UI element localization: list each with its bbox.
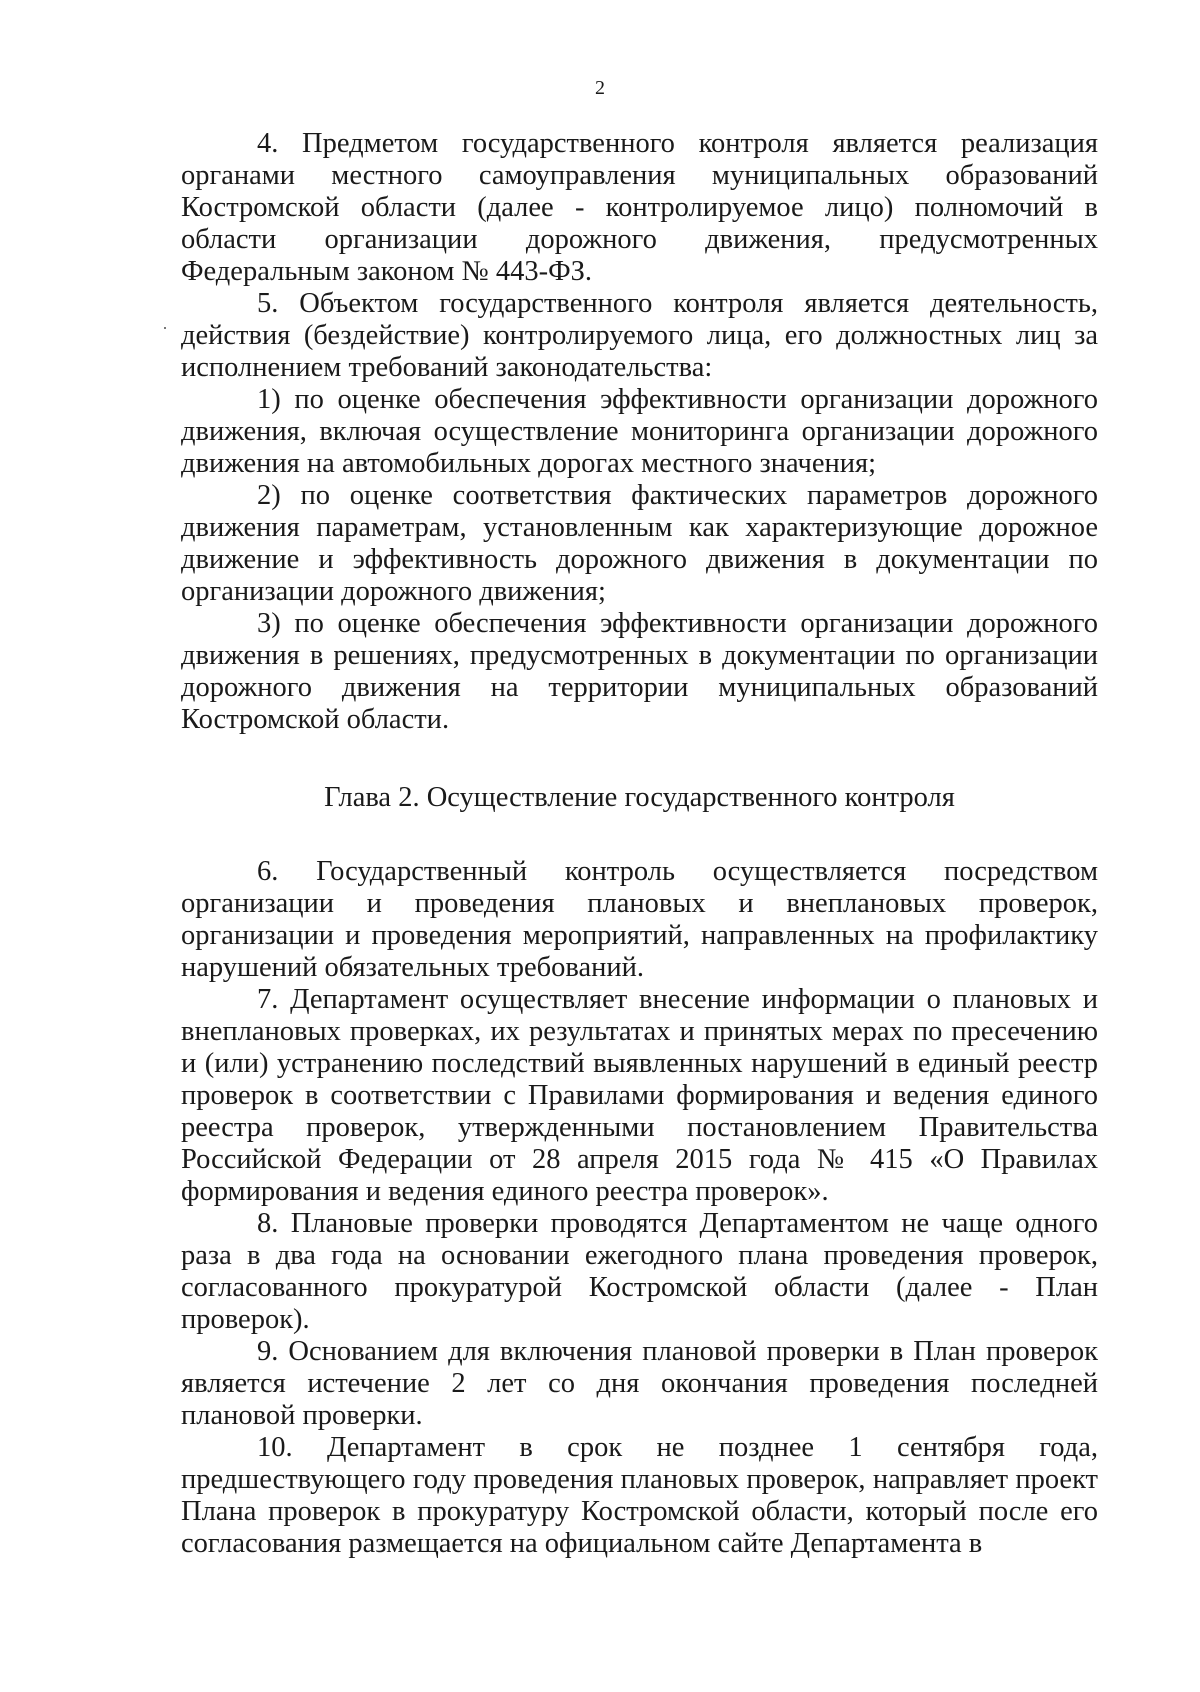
paragraph-5: 5. Объектом государственного контроля является деятельность, действия (бездействие) контролируемого лица, его должностных лиц за исполнением требований законодательства: [181, 288, 1098, 383]
paragraph-10: 10. Департамент в срок не позднее 1 сентября года, предшествующего году проведения плановых проверок, направляет проект Плана проверок в прокуратуру Костромской области, который после его согласования размещается на официальном сайте Департамента в [181, 1432, 1098, 1559]
paragraph-5-item-3: 3) по оценке обеспечения эффективности организации дорожного движения в решениях, предусмотренных в документации по организации дорожного движения на территории муниципальных образований Костромской области. [181, 608, 1098, 735]
paragraph-4: 4. Предметом государственного контроля является реализация органами местного самоуправления муниципальных образований Костромской области (далее - контролируемое лицо) полномочий в области организации дорожного движения, предусмотренных Федеральным законом № 443-ФЗ. [181, 128, 1098, 287]
paragraph-7: 7. Департамент осуществляет внесение информации о плановых и внеплановых проверках, их результатах и принятых мерах по пресечению и (или) устранению последствий выявленных нарушений в единый реестр проверок в соответствии с Правилами формирования и ведения единого реестра проверок, утвержденными постановлением Правительства Российской Федерации от 28 апреля 2015 года № 415 «О Правилах формирования и ведения единого реестра проверок». [181, 984, 1098, 1207]
page-number: 2 [595, 77, 605, 99]
paragraph-6: 6. Государственный контроль осуществляется посредством организации и проведения плановых и внеплановых проверок, организации и проведения мероприятий, направленных на профилактику нарушений обязательных требований. [181, 856, 1098, 983]
paragraph-5-item-1: 1) по оценке обеспечения эффективности организации дорожного движения, включая осуществление мониторинга организации дорожного движения на автомобильных дорогах местного значения; [181, 384, 1098, 479]
paragraph-9: 9. Основанием для включения плановой проверки в План проверок является истечение 2 лет со дня окончания проведения последней плановой проверки. [181, 1336, 1098, 1431]
paragraph-8: 8. Плановые проверки проводятся Департаментом не чаще одного раза в два года на основании ежегодного плана проведения проверок, согласованного прокуратурой Костромской области (далее - План проверок). [181, 1208, 1098, 1335]
document-body [181, 128, 1098, 1560]
chapter-heading: Глава 2. Осуществление государственного контроля [324, 782, 955, 813]
paragraph-5-item-2: 2) по оценке соответствия фактических параметров дорожного движения параметрам, установленным как характеризующие дорожное движение и эффективность дорожного движения в документации по организации дорожного движения; [181, 480, 1098, 607]
scan-speck [164, 327, 166, 329]
